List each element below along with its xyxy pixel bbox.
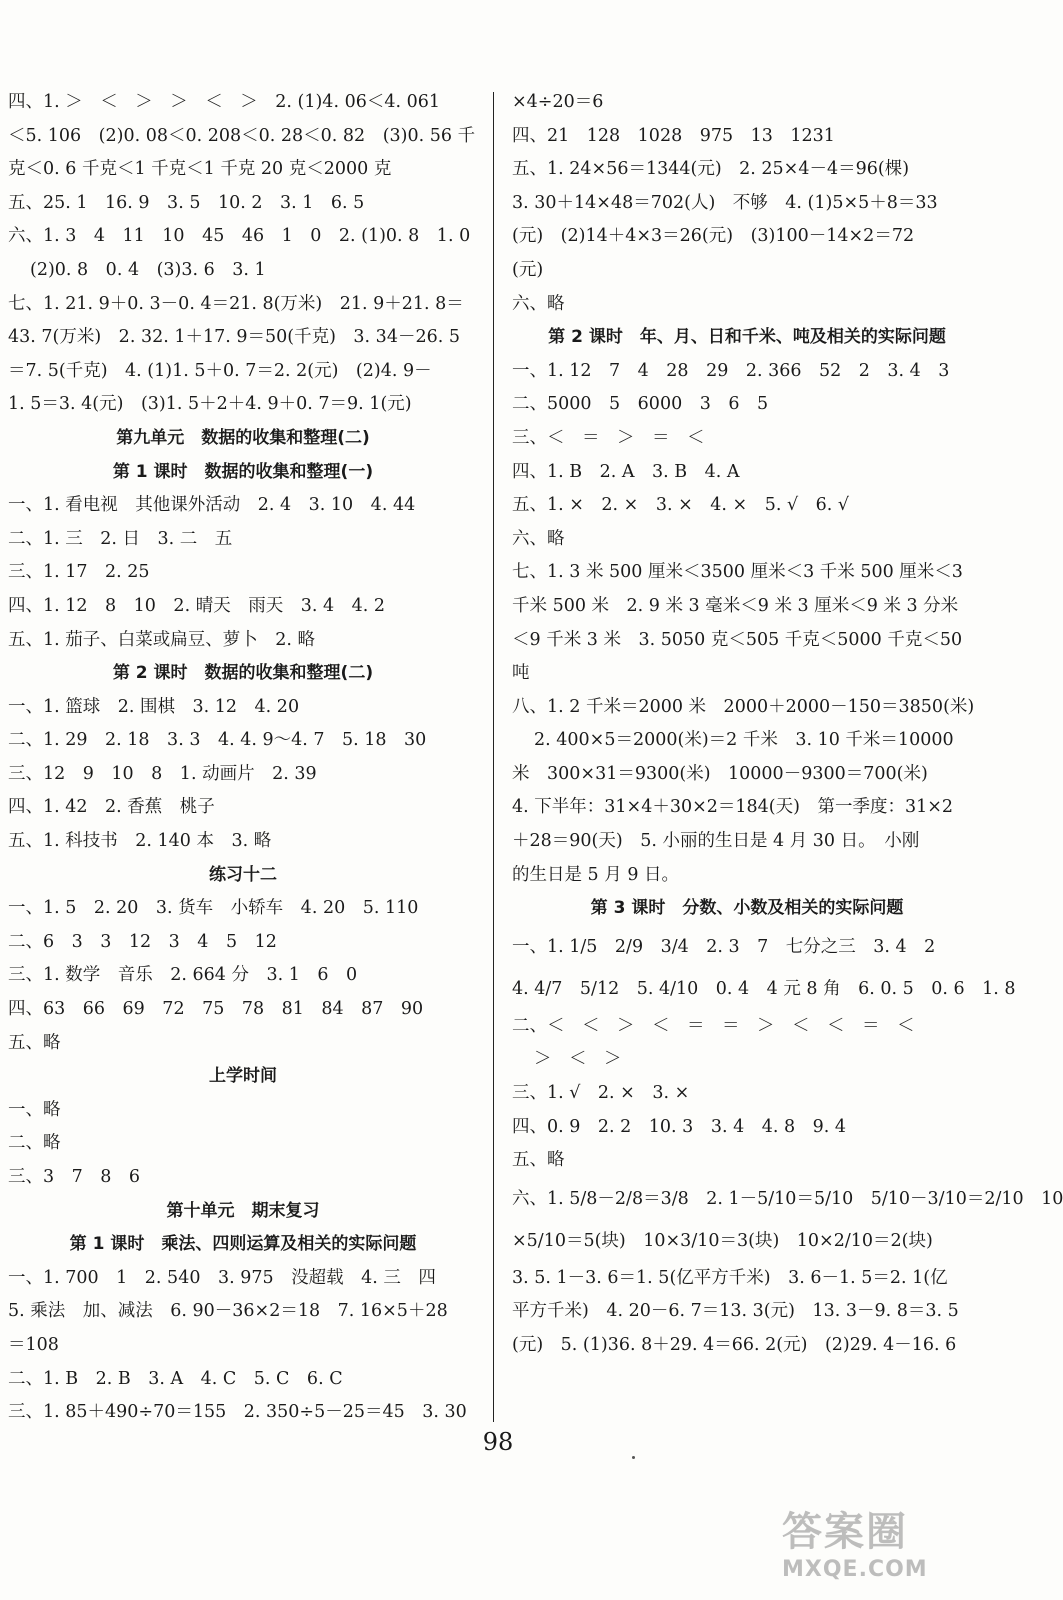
right-answer-line: 三、1. √ 2. × 3. × xyxy=(512,1083,690,1104)
right-answer-line: 千米 500 米 2. 9 米 3 毫米＜9 米 3 厘米＜9 米 3 分米 xyxy=(512,595,959,616)
left-answer-line: 七、1. 21. 9＋0. 3－0. 4＝21. 8(万米) 21. 9＋21. 8＝ xyxy=(8,293,464,314)
right-answer-line: ＞ ＜ ＞ xyxy=(534,1049,622,1070)
right-answer-line: 五、略 xyxy=(512,1150,565,1171)
left-answer-line: 二、6 3 3 12 3 4 5 12 xyxy=(8,931,277,952)
column-divider xyxy=(493,92,494,1422)
right-answer-line: ＋28＝90(天) 5. 小丽的生日是 4 月 30 日。 小刚 xyxy=(512,831,920,852)
left-answer-line: 二、略 xyxy=(8,1133,61,1154)
right-answer-line: 六、1. 5/8－2/8＝3/8 2. 1－5/10＝5/10 5/10－3/10＝2/10 10 xyxy=(512,1188,1063,1209)
right-answer-line: 4. 4/7 5/12 5. 4/10 0. 4 4 元 8 角 6. 0. 5 0. 6 1. 8 xyxy=(512,978,1016,999)
left-answer-line: ＜5. 106 (2)0. 08＜0. 208＜0. 28＜0. 82 (3)0. 56 千 xyxy=(8,125,476,146)
left-answer-line: 一、1. 700 1 2. 540 3. 975 没超载 4. 三 四 xyxy=(8,1267,436,1288)
right-answer-line: (元) (2)14＋4×3＝26(元) (3)100－14×2＝72 xyxy=(512,226,915,247)
left-answer-line: 一、1. 5 2. 20 3. 货车 小轿车 4. 20 5. 110 xyxy=(8,898,419,919)
right-answer-line: (元) xyxy=(512,259,544,280)
right-answer-line: 四、0. 9 2. 2 10. 3 3. 4 4. 8 9. 4 xyxy=(512,1116,846,1137)
right-answer-line: 八、1. 2 千米＝2000 米 2000＋2000－150＝3850(米) xyxy=(512,696,975,717)
left-column xyxy=(8,86,478,1430)
left-answer-line: 二、1. B 2. B 3. A 4. C 5. C 6. C xyxy=(8,1368,343,1389)
right-answer-line: 一、1. 1/5 2/9 3/4 2. 3 7 七分之三 3. 4 2 xyxy=(512,936,936,957)
right-section-heading: 第 3 课时 分数、小数及相关的实际问题 xyxy=(590,898,904,919)
left-answer-line: ＝108 xyxy=(8,1334,59,1355)
left-answer-line: 二、1. 三 2. 日 3. 二 五 xyxy=(8,528,233,549)
left-answer-line: 一、1. 看电视 其他课外活动 2. 4 3. 10 4. 44 xyxy=(8,495,416,516)
right-answer-line: 一、1. 12 7 4 28 29 2. 366 52 2 3. 4 3 xyxy=(512,360,950,381)
right-answer-line: 米 300×31＝9300(米) 10000－9300＝700(米) xyxy=(512,763,928,784)
right-answer-line: 五、1. × 2. × 3. × 4. × 5. √ 6. √ xyxy=(512,495,850,516)
left-answer-line: 三、1. 数学 音乐 2. 664 分 3. 1 6 0 xyxy=(8,965,358,986)
right-answer-line: 七、1. 3 米 500 厘米＜3500 厘米＜3 千米 500 厘米＜3 xyxy=(512,562,963,583)
left-answer-line: 1. 5＝3. 4(元) (3)1. 5＋2＋4. 9＋0. 7＝9. 1(元) xyxy=(8,394,412,415)
right-answer-line: 4. 下半年：31×4＋30×2＝184(天) 第一季度：31×2 xyxy=(512,797,954,818)
left-answer-line: 五、1. 科技书 2. 140 本 3. 略 xyxy=(8,831,272,852)
right-answer-line: ×4÷20＝6 xyxy=(512,92,604,112)
ink-speck xyxy=(632,1456,635,1459)
left-section-heading: 第九单元 数据的收集和整理(二) xyxy=(116,427,370,448)
right-answer-line: 四、21 128 1028 975 13 1231 xyxy=(512,125,835,146)
left-section-heading: 第十单元 期末复习 xyxy=(166,1200,320,1221)
right-answer-line: 的生日是 5 月 9 日。 xyxy=(512,864,680,885)
right-answer-line: 二、5000 5 6000 3 6 5 xyxy=(512,394,769,415)
left-answer-line: (2)0. 8 0. 4 (3)3. 6 3. 1 xyxy=(30,259,266,280)
right-answer-line: 3. 5. 1－3. 6＝1. 5(亿平方千米) 3. 6－1. 5＝2. 1(亿 xyxy=(512,1267,948,1288)
right-section-heading: 第 2 课时 年、月、日和千米、吨及相关的实际问题 xyxy=(548,327,946,348)
left-answer-line: 四、1. ＞ ＜ ＞ ＞ ＜ ＞ 2. (1)4. 06＜4. 061 xyxy=(8,92,440,112)
left-answer-line: 四、1. 42 2. 香蕉 桃子 xyxy=(8,797,215,818)
left-answer-line: 一、1. 篮球 2. 围棋 3. 12 4. 20 xyxy=(8,696,300,717)
left-answer-line: 5. 乘法 加、减法 6. 90－36×2＝18 7. 16×5＋28 xyxy=(8,1301,448,1322)
left-answer-line: 五、略 xyxy=(8,1032,61,1053)
left-answer-line: 四、63 66 69 72 75 78 81 84 87 90 xyxy=(8,999,424,1020)
right-answer-line: ＜9 千米 3 米 3. 5050 克＜505 千克＜5000 千克＜50 xyxy=(512,629,963,650)
left-answer-line: 四、1. 12 8 10 2. 晴天 雨天 3. 4 4. 2 xyxy=(8,595,385,616)
left-answer-line: 三、1. 17 2. 25 xyxy=(8,562,150,583)
right-answer-line: 二、＜ ＜ ＞ ＜ ＝ ＝ ＞ ＜ ＜ ＝ ＜ xyxy=(512,1015,915,1036)
left-answer-line: 二、1. 29 2. 18 3. 3 4. 4. 9～4. 7 5. 18 30 xyxy=(8,730,427,751)
left-answer-line: 克＜0. 6 千克＜1 千克＜1 千克 20 克＜2000 克 xyxy=(8,159,392,180)
left-answer-line: 一、略 xyxy=(8,1099,61,1120)
left-section-heading: 上学时间 xyxy=(209,1066,277,1087)
right-answer-line: 2. 400×5＝2000(米)＝2 千米 3. 10 千米＝10000 xyxy=(534,730,954,751)
left-section-heading: 第 1 课时 乘法、四则运算及相关的实际问题 xyxy=(69,1234,417,1255)
left-section-heading: 练习十二 xyxy=(209,864,277,885)
right-answer-line: 四、1. B 2. A 3. B 4. A xyxy=(512,461,740,482)
right-answer-line: 五、1. 24×56＝1344(元) 2. 25×4－4＝96(棵) xyxy=(512,159,910,180)
watermark-url: MXQE.COM xyxy=(782,1557,928,1582)
left-section-heading: 第 2 课时 数据的收集和整理(二) xyxy=(112,663,374,684)
right-answer-line: ×5/10＝5(块) 10×3/10＝3(块) 10×2/10＝2(块) xyxy=(512,1230,933,1251)
watermark xyxy=(782,1500,982,1590)
left-answer-line: 六、1. 3 4 11 10 45 46 1 0 2. (1)0. 8 1. 0 xyxy=(8,226,471,247)
left-answer-line: 五、25. 1 16. 9 3. 5 10. 2 3. 1 6. 5 xyxy=(8,192,365,213)
right-answer-line: 吨 xyxy=(512,663,530,684)
right-answer-line: 3. 30＋14×48＝702(人) 不够 4. (1)5×5＋8＝33 xyxy=(512,192,938,213)
right-column xyxy=(512,86,1063,1363)
right-answer-line: 六、略 xyxy=(512,528,565,549)
left-answer-line: ＝7. 5(千克) 4. (1)1. 5＋0. 7＝2. 2(元) (2)4. 9－ xyxy=(8,360,432,381)
left-answer-line: 43. 7(万米) 2. 32. 1＋17. 9＝50(千克) 3. 34－26. 5 xyxy=(8,327,460,348)
right-answer-line: 六、略 xyxy=(512,293,565,314)
left-answer-line: 三、1. 85＋490÷70＝155 2. 350÷5－25＝45 3. 30 xyxy=(8,1402,467,1423)
left-answer-line: 五、1. 茄子、白菜或扁豆、萝卜 2. 略 xyxy=(8,629,316,650)
page-number: 98 xyxy=(482,1428,514,1456)
left-answer-line: 三、3 7 8 6 xyxy=(8,1167,141,1187)
watermark-title: 答案圈 xyxy=(782,1509,908,1555)
left-section-heading: 第 1 课时 数据的收集和整理(一) xyxy=(112,461,374,482)
right-answer-line: (元) 5. (1)36. 8＋29. 4＝66. 2(元) (2)29. 4－16. 6 xyxy=(512,1335,957,1355)
left-answer-line: 三、12 9 10 8 1. 动画片 2. 39 xyxy=(8,763,317,784)
right-answer-line: 平方千米) 4. 20－6. 7＝13. 3(元) 13. 3－9. 8＝3. 5 xyxy=(512,1301,959,1322)
right-answer-line: 三、＜ ＝ ＞ ＝ ＜ xyxy=(512,427,705,448)
